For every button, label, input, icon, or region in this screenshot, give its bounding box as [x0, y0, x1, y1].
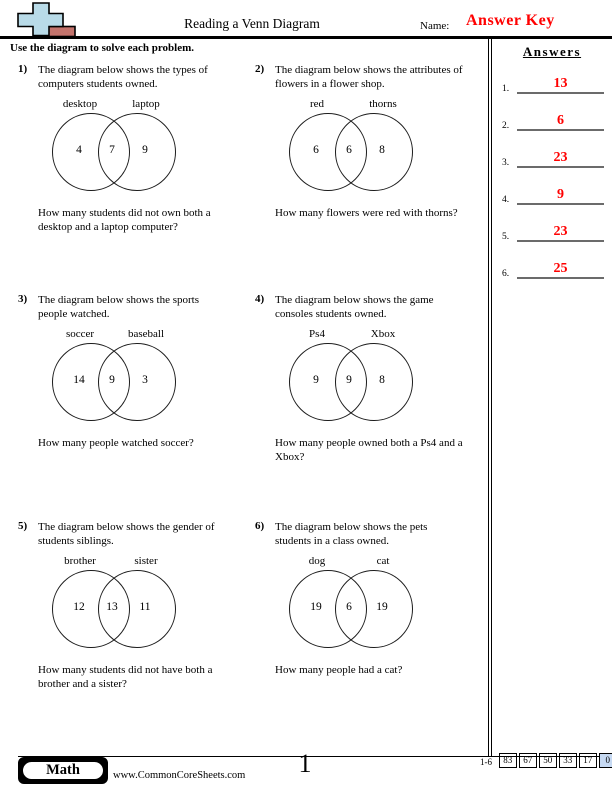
answer-value: 6 — [517, 113, 604, 131]
problem-statement — [255, 520, 483, 549]
answer-row-1 — [502, 77, 604, 94]
problem-text: The diagram below shows the game consoles students owned. — [275, 294, 434, 321]
venn-left-label: dog — [308, 554, 326, 567]
problem-statement — [18, 293, 246, 322]
venn-right-label: thorns — [369, 97, 397, 110]
problem-number: 2) — [255, 63, 265, 75]
venn-diagram — [281, 98, 433, 195]
venn-overlap-value: 7 — [109, 143, 115, 156]
venn-diagram — [44, 98, 196, 195]
score-cell: 83 — [499, 753, 518, 768]
venn-right-label: Xbox — [370, 327, 396, 340]
answer-number: 6. — [502, 269, 510, 279]
answers-title: Answers — [522, 44, 582, 59]
problem-text: The diagram below shows the sports people watched. — [38, 294, 199, 321]
venn-overlap-value: 6 — [346, 600, 352, 613]
problem-question: How many people watched soccer? — [38, 436, 194, 449]
venn-right-value: 19 — [376, 600, 388, 613]
problem-question: How many students did not have both a brother and a sister? — [38, 663, 213, 691]
website-link[interactable]: www.CommonCoreSheets.com — [113, 770, 246, 781]
name-label: Name: — [420, 20, 450, 32]
problem-6 — [255, 520, 483, 677]
answer-row-2 — [502, 114, 604, 131]
answer-number: 4. — [502, 195, 510, 205]
venn-right-label: cat — [376, 554, 390, 567]
venn-right-label: sister — [134, 554, 158, 567]
venn-left-value: 6 — [313, 143, 319, 156]
problem-question: How many people had a cat? — [275, 663, 403, 676]
problem-question: How many people owned both a Ps4 and a Xbox? — [275, 436, 463, 464]
score-range-label: 1-6 — [480, 757, 492, 767]
venn-left-value: 14 — [73, 373, 85, 386]
problem-number: 6) — [255, 520, 265, 532]
venn-diagram — [281, 328, 433, 425]
problem-statement — [255, 293, 483, 322]
venn-left-label: soccer — [65, 327, 95, 340]
problem-text: The diagram below shows the attributes of flowers in a flower shop. — [275, 64, 463, 91]
answer-row-3 — [502, 151, 604, 168]
subject-badge-label: Math — [21, 760, 105, 781]
venn-right-value: 8 — [379, 373, 385, 386]
score-cell: 17 — [579, 753, 598, 768]
venn-right-value: 9 — [142, 143, 148, 156]
page-number: 1 — [298, 749, 312, 778]
problem-text: The diagram below shows the pets students in a class owned. — [275, 521, 428, 548]
score-cell-highlighted: 0 — [599, 753, 612, 768]
score-cell: 33 — [559, 753, 578, 768]
venn-overlap-value: 9 — [346, 373, 352, 386]
score-cell: 67 — [519, 753, 538, 768]
venn-overlap-value: 9 — [109, 373, 115, 386]
problem-question: How many flowers were red with thorns? — [275, 206, 458, 219]
answer-row-6 — [502, 262, 604, 279]
answer-value: 25 — [517, 261, 604, 279]
venn-left-value: 9 — [313, 373, 319, 386]
score-grid — [497, 753, 612, 768]
answer-row-5 — [502, 225, 604, 242]
answer-value: 13 — [517, 76, 604, 94]
venn-right-value: 11 — [139, 600, 151, 613]
problem-statement — [18, 520, 246, 549]
page-title: Reading a Venn Diagram — [184, 16, 320, 31]
venn-diagram — [281, 555, 433, 652]
answer-value: 23 — [517, 150, 604, 168]
answer-number: 5. — [502, 232, 510, 242]
venn-right-value: 8 — [379, 143, 385, 156]
answers-panel — [488, 39, 612, 756]
score-cell: 50 — [539, 753, 558, 768]
answer-value: 23 — [517, 224, 604, 242]
venn-right-label: baseball — [127, 327, 165, 340]
venn-left-value: 4 — [76, 143, 82, 156]
problem-1 — [18, 63, 246, 235]
problem-question: How many students did not own both a desktop and a laptop computer? — [38, 206, 211, 234]
commoncoresheets-logo-icon — [8, 1, 78, 39]
problem-number: 5) — [18, 520, 28, 532]
problem-number: 1) — [18, 63, 28, 75]
problem-number: 4) — [255, 293, 265, 305]
venn-diagram — [44, 555, 196, 652]
venn-diagram — [44, 328, 196, 425]
problem-4 — [255, 293, 483, 465]
problem-statement — [255, 63, 483, 92]
venn-right-label: laptop — [132, 97, 160, 110]
problem-2 — [255, 63, 483, 220]
answer-number: 3. — [502, 158, 510, 168]
venn-left-label: red — [309, 97, 325, 110]
problem-number: 3) — [18, 293, 28, 305]
venn-overlap-value: 13 — [106, 600, 118, 613]
venn-overlap-value: 6 — [346, 143, 352, 156]
answer-key-text: Answer Key — [466, 12, 555, 29]
venn-left-value: 19 — [310, 600, 322, 613]
venn-left-label: Ps4 — [309, 327, 325, 340]
subject-badge — [18, 757, 108, 784]
answer-value: 9 — [517, 187, 604, 205]
venn-left-label: brother — [64, 554, 96, 567]
problem-3 — [18, 293, 246, 450]
venn-left-value: 12 — [73, 600, 85, 613]
answer-number: 1. — [502, 84, 510, 94]
problem-statement — [18, 63, 246, 92]
problem-text: The diagram below shows the gender of students siblings. — [38, 521, 215, 548]
answer-number: 2. — [502, 121, 510, 131]
instruction-text: Use the diagram to solve each problem. — [10, 42, 195, 54]
answer-row-4 — [502, 188, 604, 205]
problem-5 — [18, 520, 246, 692]
problem-text: The diagram below shows the types of computers students owned. — [38, 64, 208, 91]
venn-left-label: desktop — [62, 97, 98, 110]
venn-right-value: 3 — [142, 373, 148, 386]
